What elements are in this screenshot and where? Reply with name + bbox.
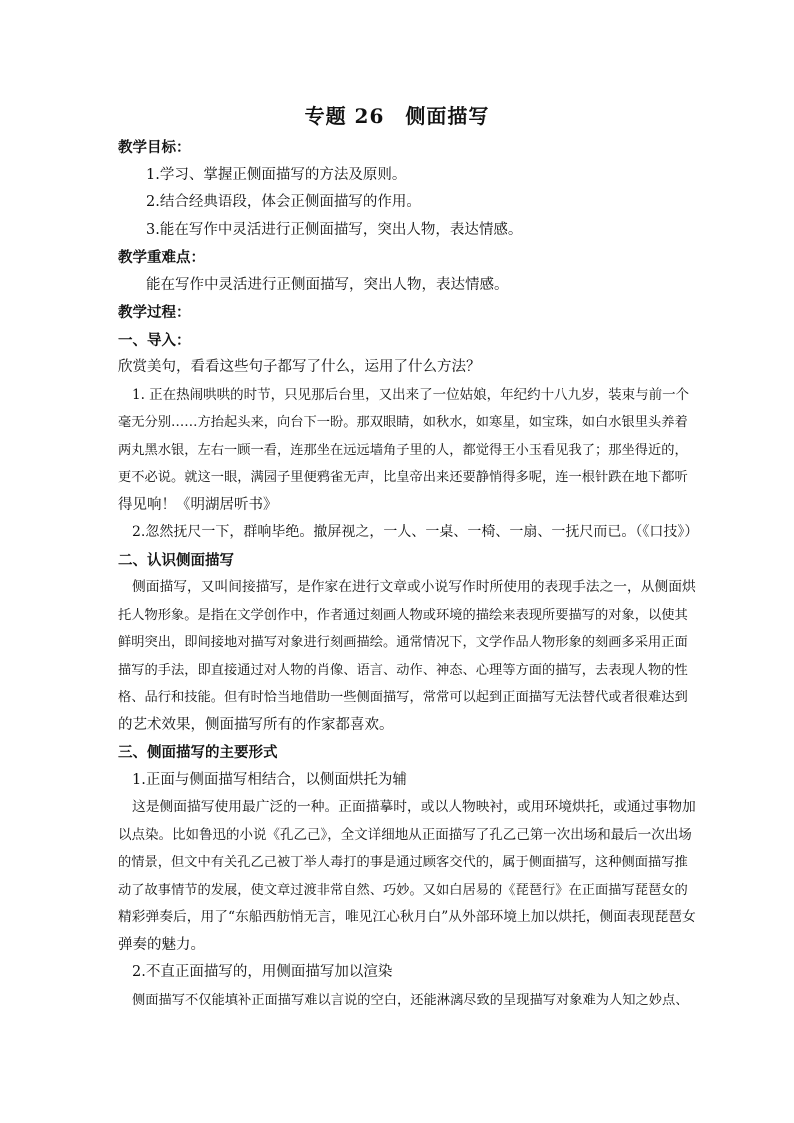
text-line: 以点染。比如鲁迅的小说《孔乙己》，全文详细地从正面描写了孔乙己第一次出场和最后一次出场 bbox=[118, 826, 692, 843]
text-line: 托人物形象。是指在文学创作中，作者通过刻画人物或环境的描绘来表现所要描写的对象，以使其 bbox=[118, 607, 688, 623]
text-line: 这是侧面描写使用最广泛的一种。正面描摹时，或以人物映衬，或用环境烘托，或通过事物加 bbox=[132, 799, 696, 815]
text-line: 侧面描写不仅能填补正面描写难以言说的空白，还能淋漓尽致的呈现描写对象难为人知之妙点、 bbox=[132, 992, 689, 1008]
text-line: 毫无分别……方抬起头来，向台下一盼。那双眼睛，如秋水，如寒星，如宝珠，如白水银里头养着 bbox=[118, 415, 688, 430]
section-heading: 教学目标： bbox=[118, 139, 191, 156]
text-line: 鲜明突出，即间接地对描写对象进行刻画描绘。通常情况下，文学作品人物形象的刻画多采用正面 bbox=[118, 635, 688, 650]
text-line: 侧面描写，又叫间接描写，是作家在进行文章或小说写作时所使用的表现手法之一，从侧面烘 bbox=[132, 579, 696, 595]
text-line: 3.能在写作中灵活进行正侧面描写，突出人物，表达情感。 bbox=[146, 221, 523, 238]
text-line: 格、品行和技能。但有时恰当地借助一些侧面描写，常常可以起到正面描写无法替代或者很难达到 bbox=[118, 690, 688, 705]
text-line: 1.正面与侧面描写相结合，以侧面烘托为辅 bbox=[132, 771, 407, 788]
document-body bbox=[118, 134, 698, 1014]
text-line: 的情景，但文中有关孔乙己被丁举人毒打的事是通过顾客交代的，属于侧面描写，这种侧面描写推 bbox=[118, 855, 688, 870]
section-heading: 一、导入： bbox=[118, 331, 191, 349]
text-line: 1.学习、掌握正侧面描写的方法及原则。 bbox=[146, 166, 407, 183]
text-line: 得见响！《明湖居听书》 bbox=[118, 496, 278, 513]
text-line: 2.结合经典语段，体会正侧面描写的作用。 bbox=[146, 194, 421, 210]
section-heading: 教学过程： bbox=[118, 304, 191, 321]
section-heading: 三、侧面描写的主要形式 bbox=[118, 744, 278, 761]
text-line: 2.不直正面描写的，用侧面描写加以渲染 bbox=[132, 964, 393, 980]
text-line: 2.忽然抚尺一下，群响毕绝。撤屏视之，一人、一桌、一椅、一扇、一抚尺而已。（《口技》） bbox=[132, 524, 699, 540]
text-line: 描写的手法，即直接通过对人物的肖像、语言、动作、神态、心理等方面的描写，去表现人物的性 bbox=[118, 662, 688, 678]
text-line: 更不必说。就这一眼，满园子里便鸦雀无声，比皇帝出来还要静悄得多呢，连一根针跌在地下都听 bbox=[118, 470, 688, 485]
page-title: 专题 26 侧面描写 bbox=[304, 104, 490, 128]
text-line: 的艺术效果，侧面描写所有的作家都喜欢。 bbox=[118, 716, 394, 733]
text-line: 欣赏美句，看看这些句子都写了什么，运用了什么方法？ bbox=[118, 359, 481, 375]
section-heading: 二、认识侧面描写 bbox=[118, 551, 234, 569]
section-heading: 教学重难点： bbox=[118, 249, 205, 266]
text-line: 能在写作中灵活进行正侧面描写，突出人物，表达情感。 bbox=[146, 276, 509, 293]
text-line: 精彩弹奏后，用了“东船西舫悄无言，唯见江心秋月白”从外部环境上加以烘托，侧面表现琵琶女 bbox=[118, 909, 696, 925]
text-line: 动了故事情节的发展，使文章过渡非常自然、巧妙。又如白居易的《琵琶行》在正面描写琵琶女的 bbox=[118, 882, 688, 898]
text-line: 1. 正在热闹哄哄的时节，只见那后台里，又出来了一位姑娘，年纪约十八九岁，装束与前一个 bbox=[132, 386, 690, 403]
text-line: 两丸黑水银，左右一顾一看，连那坐在远远墙角子里的人，都觉得王小玉看见我了；那坐得近的， bbox=[118, 442, 688, 458]
text-line: 弹奏的魅力。 bbox=[118, 936, 205, 953]
